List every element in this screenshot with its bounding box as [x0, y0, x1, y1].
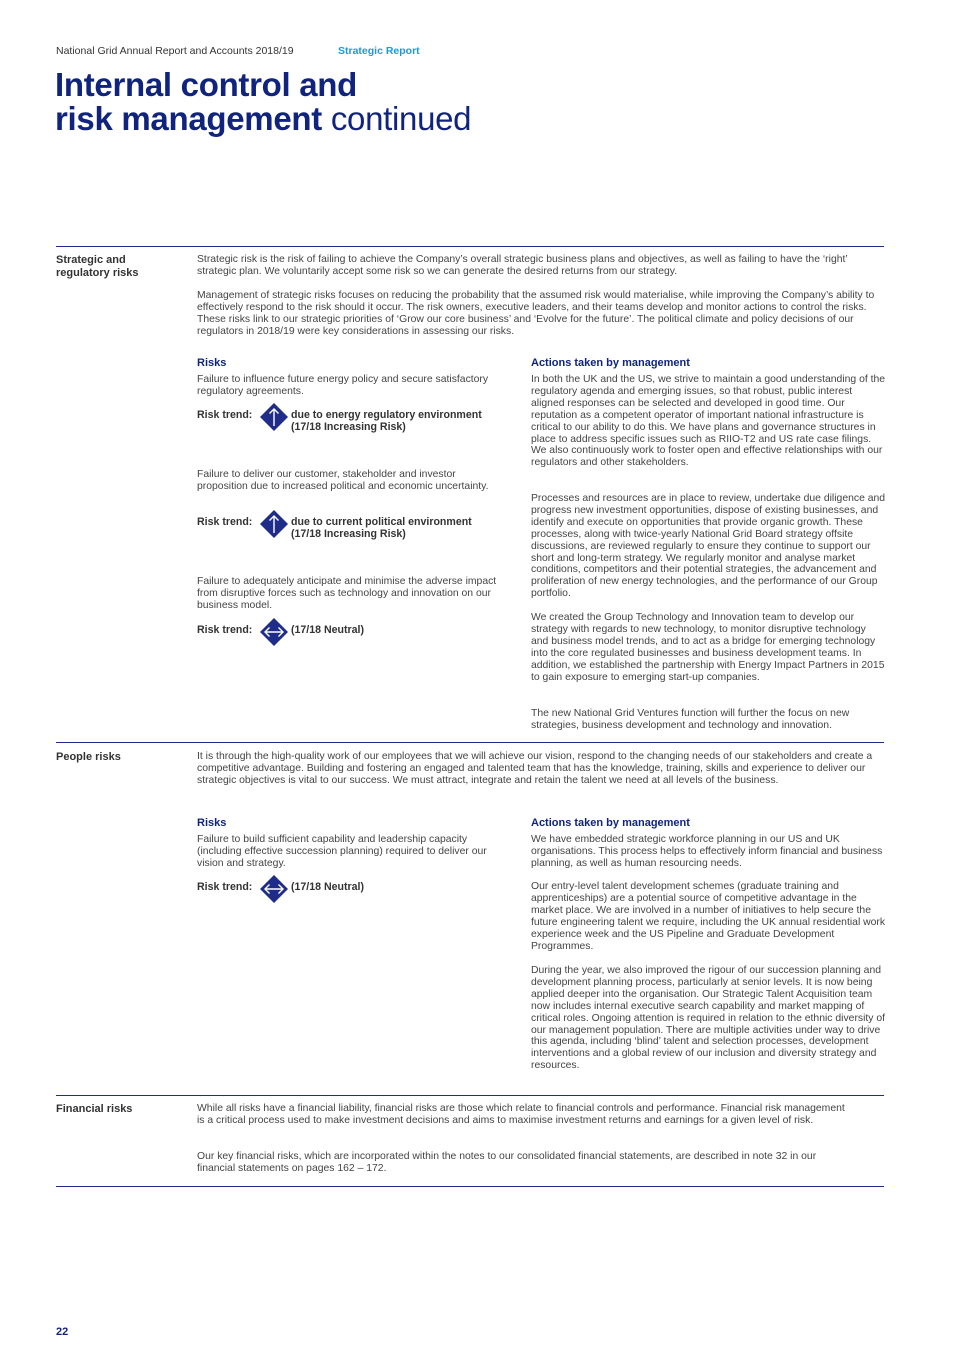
- arrow-up-diamond-icon: [259, 509, 289, 539]
- action-paragraph: We created the Group Technology and Innovation team to develop our strategy with regards to new technology, to monitor disruptive technology and business model trends, and to act as a bridge for emerging technology into the core regulated businesses and business development teams. In addition, we established the partnership with Energy Impact Partners in 2015 to gain exposure to emerging start-up companies.: [531, 612, 885, 683]
- trend-line: due to energy regulatory environment: [291, 409, 482, 421]
- action-paragraph: The new National Grid Ventures function will further the focus on new strategies, business development and technology and innovation.: [531, 708, 850, 731]
- strategic-section-label: [56, 254, 139, 279]
- risks-heading: Risks: [197, 357, 227, 369]
- section-divider: [56, 742, 884, 743]
- risk-trend-description: [291, 624, 364, 636]
- actions-heading: Actions taken by management: [531, 357, 690, 369]
- trend-line: due to current political environment: [291, 516, 472, 528]
- section-divider: [56, 246, 884, 247]
- people-intro: It is through the high-quality work of our employees that we will achieve our vision, respond to the changing needs of our stakeholders and create a competitive advantage. Building and fostering an engaged and talented team that has the knowledge, training, skills and experience to deliver our strategic objectives is vital to our success. We must attract, integrate and retain the talent we need at all levels of the business.: [197, 751, 873, 786]
- trend-line: (17/18 Increasing Risk): [291, 421, 406, 433]
- risk-description: Failure to adequately anticipate and minimise the adverse impact from disruptive forces such as technology and innovation on our business model.: [197, 576, 497, 611]
- arrow-horizontal-diamond-icon: [259, 617, 289, 647]
- action-paragraph: During the year, we also improved the rigour of our succession planning and development planning process, particularly at senior levels. It is now being applied deeper into the organisation. Our Strategic Talent Acquisition team now includes internal executive search capability and market mapping of critical roles. Ongoing attention is required in relation to the ethnic diversity of our management population. There are multiple activities under way to drive this agenda, including ‘blind’ talent and selection processes, development interventions and a global review of our inclusion and diversity strategy and resources.: [531, 965, 886, 1072]
- action-paragraph: Processes and resources are in place to review, undertake due diligence and progress new investment opportunities, dispose of existing businesses, and identify and execute on opportunities that provide organic growth. These processes, along with twice-yearly National Grid Board strategy offsite discussions, are reviewed regularly to ensure they continue to support our short and long-term strategy. We regularly monitor and analyse market conditions, competitors and their potential strategies, the advancement and proliferation of new energy technologies, and the performance of our Group portfolio.: [531, 493, 886, 600]
- risk-trend-label: Risk trend:: [197, 881, 253, 893]
- risk-trend-description: [291, 516, 472, 540]
- section-name: Strategic Report: [338, 45, 420, 57]
- risk-description: Failure to influence future energy policy and secure satisfactory regulatory agreements.: [197, 374, 489, 397]
- section-divider: [56, 1095, 884, 1096]
- action-paragraph: We have embedded strategic workforce planning in our US and UK organisations. This process helps to effectively inform financial and business planning, as well as human resourcing needs.: [531, 834, 883, 869]
- risk-description: Failure to deliver our customer, stakeholder and investor proposition due to increased political and economic uncertainty.: [197, 469, 489, 492]
- label-line: Strategic and: [56, 254, 126, 266]
- action-paragraph: In both the UK and the US, we strive to maintain a good understanding of the regulatory agenda and emerging issues, so that robust, public interest aligned responses can be selected and developed in good time. Our reputation as a competent operator of important national infrastructure is critical to our ability to do this. We have plans and governance structures in place to address specific issues such as RIIO-T2 and US rate case filings. We also continuously work to foster open and effective relationships with our regulators and other stakeholders.: [531, 374, 886, 469]
- risk-trend-label: Risk trend:: [197, 516, 253, 528]
- financial-paragraph-2: Our key financial risks, which are incorporated within the notes to our consolidated financial statements, are described in note 32 in our financial statements on pages 162 – 172.: [197, 1151, 817, 1174]
- title-line2: [55, 102, 471, 136]
- title-light: continued: [321, 100, 472, 137]
- trend-line: (17/18 Neutral): [291, 624, 365, 636]
- arrow-horizontal-diamond-icon: [259, 874, 289, 904]
- risk-trend-label: Risk trend:: [197, 409, 253, 421]
- title-line1: Internal control and: [55, 66, 358, 103]
- financial-paragraph-1: While all risks have a financial liability, financial risks are those which relate to financial controls and performance. Financial risk management is a critical process used to make investment decisions and aims to maximise investment returns and earnings for a given level of risk.: [197, 1103, 845, 1126]
- risk-trend-description: [291, 409, 482, 433]
- risks-heading: Risks: [197, 817, 227, 829]
- financial-section-label: Financial risks: [56, 1103, 133, 1115]
- strategic-intro-2: Management of strategic risks focuses on reducing the probability that the assumed risk would materialise, while improving the Company’s ability to effectively respond to the risk should it occur. The risk owners, executive leaders, and their teams develop and monitor actions to control the risks. These risks link to our strategic priorities of ‘Grow our core business’ and ‘Evolve for the future’. The political climate and policy decisions of our regulators in 2018/19 were key considerations in assessing our risks.: [197, 290, 875, 337]
- running-header: [56, 45, 420, 57]
- title-bold: risk management: [55, 100, 322, 137]
- risk-trend-label: Risk trend:: [197, 624, 253, 636]
- action-paragraph: Our entry-level talent development schemes (graduate training and apprenticeships) are a potential source of competitive advantage in the market place. We are involved in a number of initiatives to help secure the future engineering talent we require, including the UK annual residential work experience week and the US Pipeline and Graduate Development Programmes.: [531, 881, 886, 952]
- risk-description: Failure to build sufficient capability and leadership capacity (including effective succession planning) required to deliver our vision and strategy.: [197, 834, 487, 869]
- report-title: National Grid Annual Report and Accounts 2018/19: [56, 45, 294, 57]
- label-line: regulatory risks: [56, 266, 139, 279]
- trend-line: (17/18 Increasing Risk): [291, 528, 406, 540]
- actions-heading: Actions taken by management: [531, 817, 690, 829]
- strategic-intro-1: Strategic risk is the risk of failing to achieve the Company’s overall strategic business plans and objectives, as well as failing to have the ‘right’ strategic plan. We voluntarily accept some risk so we can generate the desired returns from our strategy.: [197, 254, 848, 277]
- risk-trend-description: (17/18 Neutral): [291, 881, 365, 893]
- page-number: 22: [56, 1326, 69, 1338]
- people-section-label: People risks: [56, 751, 121, 763]
- section-divider: [56, 1186, 884, 1187]
- page-title: [55, 68, 471, 136]
- arrow-up-diamond-icon: [259, 402, 289, 432]
